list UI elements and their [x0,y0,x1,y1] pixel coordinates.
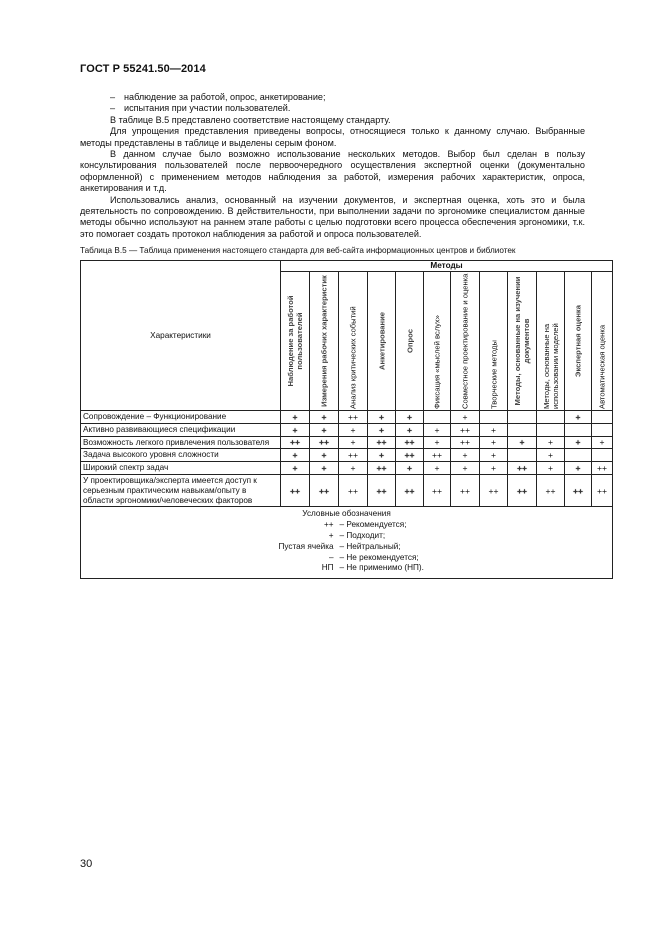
legend-symbol: + [328,530,334,540]
bullet-item: – испытания при участии пользователей. [110,103,291,114]
method-header-11 [592,272,613,411]
row-label: У проектировщика/эксперта имеется доступ к серьезным практическим навыкам/опыту в области эргономики/человеческих факторов [81,474,281,506]
table-cell: + [451,449,480,462]
page-number: 30 [80,858,93,870]
table-row [81,411,613,424]
table-cell: ++ [368,436,396,449]
method-label: Совместное проектирование и оценка [460,273,470,409]
table-cell: ++ [508,474,537,506]
method-header-10 [565,272,592,411]
legend-symbol: НП [321,563,334,573]
table-cell [537,411,565,424]
table-cell: + [281,449,310,462]
method-label: Методы, основанные на изучении документов [513,276,531,406]
table-row [81,423,613,436]
table-cell: ++ [396,449,424,462]
table-row [81,436,613,449]
paragraph: Для упрощения представления приведены вопросы, относящиеся только к данному случаю. Выбранные методы представлены в таблице и выделены серым фоном. [80,126,585,148]
legend-symbol: ++ [323,520,334,530]
table-cell: + [480,462,508,475]
legend-item [81,520,612,531]
table-cell: + [424,436,451,449]
table-cell: + [310,423,339,436]
table-cell [592,423,613,436]
table-cell: + [396,462,424,475]
table-row [81,462,613,475]
table-cell: + [480,449,508,462]
table-cell: ++ [565,474,592,506]
method-header-0 [281,272,310,411]
method-label: Методы, основанные на использовании моделей [541,323,560,409]
legend-desc: – Не применимо (НП). [339,563,424,573]
method-label: Творческие методы [489,340,498,409]
table-cell: + [368,411,396,424]
legend-desc: – Подходит; [339,530,386,540]
table-cell [565,449,592,462]
table-cell [592,449,613,462]
method-header-6 [451,272,480,411]
method-label: Анкетирование [377,312,386,370]
legend-item [81,542,612,553]
legend-item [81,531,612,542]
table-cell: ++ [424,474,451,506]
body-text [80,92,585,240]
legend [81,507,613,579]
table-cell [424,411,451,424]
table-cell [537,423,565,436]
row-label: Возможность легкого привлечения пользователя [81,436,281,449]
table-cell: ++ [508,462,537,475]
paragraph: Использовались анализ, основанный на изучении документов, и экспертная оценка, хоть это и была деятельность по сопровождению. В действительности, при выполнении задачи по эргономике специалистом данные методы обычно используют на раннем этапе работы с целью подготовки всего процесса обеспечения эргономики, т.к. это помогает создать протокол наблюдения за работой и опроса пользователей. [80,194,585,239]
method-header-2 [339,272,368,411]
table-cell: ++ [368,474,396,506]
table-cell: ++ [537,474,565,506]
table-row [81,449,613,462]
row-label: Сопровождение – Функционирование [81,411,281,424]
table-cell: + [281,411,310,424]
table-cell: ++ [451,423,480,436]
table-cell: + [281,462,310,475]
method-header-3 [368,272,396,411]
paragraph: В таблице В.5 представлено соответствие настоящему стандарту. [110,114,391,125]
legend-item [81,553,612,564]
legend-desc: – Не рекомендуется; [339,552,419,562]
table-cell [508,449,537,462]
document-code: ГОСТ Р 55241.50—2014 [80,63,206,75]
legend-title: Условные обозначения [302,509,391,519]
table-cell: + [592,436,613,449]
legend-symbol: Пустая ячейка [278,541,334,551]
legend-symbol: – [328,552,334,562]
table-cell: + [281,423,310,436]
table-cell: + [368,449,396,462]
method-header-9 [537,272,565,411]
table-cell: + [310,449,339,462]
methods-table [80,260,613,579]
paragraph: В данном случае было возможно использование нескольких методов. Выбор был сделан в пользу консультирования пользователей после первоочередного осуществления экспертной оценки (документально оформленной) с применением методов наблюдения за работой, измерения рабочих характеристик, опроса, анкетирования и т.д. [80,149,585,194]
table-cell: + [339,436,368,449]
table-cell: ++ [310,474,339,506]
table-cell: + [310,462,339,475]
table-cell [480,411,508,424]
method-header-8 [508,272,537,411]
table-cell: ++ [396,436,424,449]
table-cell: + [424,423,451,436]
table-cell: ++ [592,474,613,506]
table-cell: ++ [339,474,368,506]
table-cell: ++ [396,474,424,506]
table-cell: + [451,411,480,424]
table-cell: + [451,462,480,475]
method-label: Анализ критических событий [348,306,358,409]
method-header-5 [424,272,451,411]
table-cell: + [537,462,565,475]
characteristics-header: Характеристики [81,261,281,411]
table-cell: + [368,423,396,436]
table-cell: ++ [368,462,396,475]
table-cell: + [310,411,339,424]
table-cell: ++ [592,462,613,475]
row-label: Активно развивающиеся спецификации [81,423,281,436]
table-cell: ++ [281,436,310,449]
table-cell: + [565,411,592,424]
legend-desc: – Нейтральный; [339,541,401,551]
table-cell: + [396,423,424,436]
method-label: Наблюдение за работой пользователей [286,295,304,387]
legend-desc: – Рекомендуется; [339,520,407,530]
table-cell: ++ [281,474,310,506]
table-cell: ++ [339,411,368,424]
table-cell: + [396,411,424,424]
table-cell: ++ [310,436,339,449]
method-label: Фиксация «мыслей вслух» [432,315,442,409]
method-label: Измерения рабочих характеристик [319,275,329,407]
table-title: Таблица В.5 — Таблица применения настоящего стандарта для веб-сайта информационных центров и библиотек [80,246,516,255]
table-cell [565,423,592,436]
table-cell [508,411,537,424]
table-cell: ++ [424,449,451,462]
table-cell: + [508,436,537,449]
row-label: Задача высокого уровня сложности [81,449,281,462]
table-cell: + [339,462,368,475]
table-cell [508,423,537,436]
row-label: Широкий спектр задач [81,462,281,475]
table-cell: ++ [451,436,480,449]
table-cell: + [424,462,451,475]
table-cell: + [480,436,508,449]
method-label: Опрос [405,329,414,353]
method-header-1 [310,272,339,411]
table-row [81,474,613,506]
method-header-4 [396,272,424,411]
legend-item [81,563,612,574]
methods-header: Методы [281,261,613,272]
table-cell: ++ [480,474,508,506]
table-cell: ++ [451,474,480,506]
table-cell: + [480,423,508,436]
table-cell: + [565,462,592,475]
table-cell [592,411,613,424]
table-cell: + [537,436,565,449]
table-cell: + [339,423,368,436]
bullet-item: – наблюдение за работой, опрос, анкетирование; [110,92,326,102]
method-label: Экспертная оценка [573,305,583,377]
table-cell: + [565,436,592,449]
method-header-7 [480,272,508,411]
method-label: Автоматическая оценка [597,324,607,409]
table-cell: ++ [339,449,368,462]
table-cell: + [537,449,565,462]
